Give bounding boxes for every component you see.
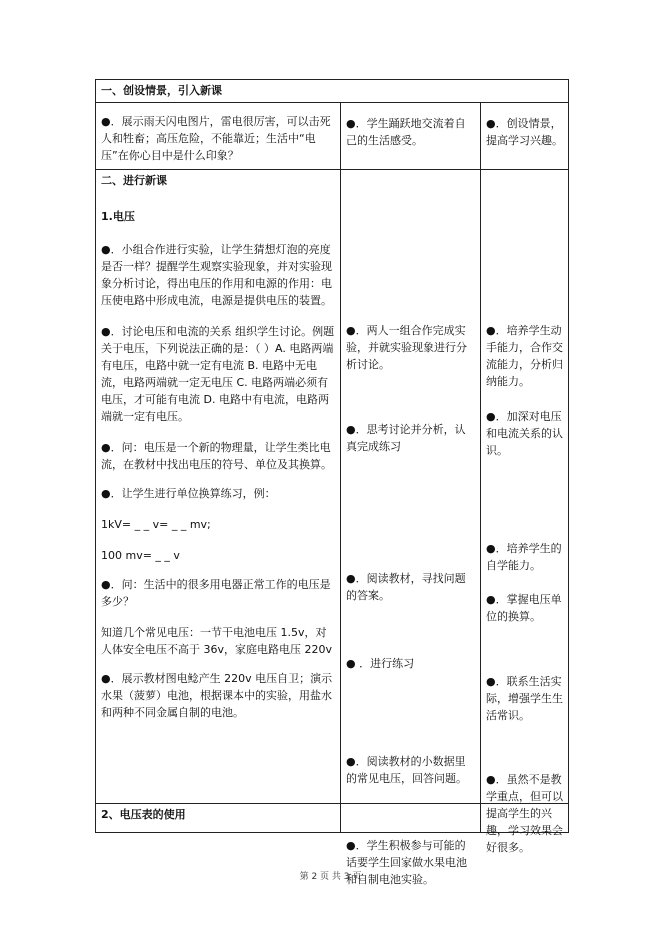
teacher-activity-text: 知道几个常见电压：一节干电池电压 1.5v，对人体安全电压不高于 36v，家庭电路电压 220v: [101, 626, 333, 656]
section-heading: 2、电压表的使用: [101, 808, 186, 821]
exercise-line: 100 mv= _ _ v: [101, 549, 180, 562]
section-header-row: [96, 80, 568, 102]
section-heading: 二、进行新课: [101, 174, 167, 187]
student-activity-cell: [341, 170, 481, 886]
design-intent-text: ●．培养学生的自学能力。: [486, 542, 562, 572]
design-intent-cell: [481, 804, 568, 832]
page-footer: 第 2 页 共 3 页: [299, 872, 362, 882]
design-intent-text: ●．联系生活实际，增强学生生活常识。: [486, 675, 563, 722]
student-activity-cell: [341, 103, 481, 169]
teacher-activity-cell: [96, 103, 341, 169]
teacher-activity-text: ●．展示雨天闪电图片，雷电很厉害，可以击死人和牲畜；高压危险，不能靠近；生活中“电压”在你心目中是什么印象？: [101, 115, 331, 162]
student-activity-text: ●．两人一组合作完成实验，并就实验现象进行分析讨论。: [346, 324, 467, 371]
teacher-activity-text: ●．展示教材图电鲶产生 220v 电压自卫；演示水果（菠萝）电池，根据课本中的实验，用盐水和两种不同金属自制的电池。: [101, 672, 333, 719]
teacher-activity-text: ●．问：电压是一个新的物理量，让学生类比电流，在教材中找出电压的符号、单位及其换算。: [101, 441, 332, 471]
teacher-activity-text: ●．小组合作进行实验，让学生猜想灯泡的亮度是否一样？提醒学生观察实验现象，并对实验现象分析讨论，得出电压的作用和电源的作用：电压使电路中形成电流，电源是提供电压的装置。: [101, 243, 332, 307]
teacher-activity-text: ●．讨论电压和电流的关系 组织学生讨论。例题 关于电压，下列说法正确的是：（ ）A. 电路两端有电压，电路中就一定有电流 B. 电路中无电流，电路两端就一定无电压 C. 电路两端必须有电压，才可能有电流 D. 电路中有电流，电路两端就一定有电压。: [101, 325, 335, 423]
design-intent-text: ●．培养学生动手能力，合作交流能力，分析归纳能力。: [486, 324, 563, 388]
exercise-line: 1kV= _ _ v= _ _ mv;: [101, 518, 211, 531]
design-intent-text: ●．掌握电压单位的换算。: [486, 593, 562, 623]
student-activity-cell: [341, 804, 481, 832]
design-intent-text: ●．创设情景，提高学习兴趣。: [486, 117, 563, 147]
student-activity-text: ●．学生积极参与可能的话要学生回家做水果电池和自制电池实验。: [346, 839, 467, 886]
teacher-activity-text: ●．问：生活中的很多用电器正常工作的电压是多少？: [101, 578, 331, 608]
table-row: [96, 803, 568, 832]
student-activity-text: ●．学生踊跃地交流着自己的生活感受。: [346, 117, 466, 147]
teacher-activity-cell: [96, 170, 341, 803]
table-row: [96, 102, 568, 169]
teacher-activity-text: ●．让学生进行单位换算练习，例：: [101, 487, 276, 500]
sub-heading: 1.电压: [101, 210, 135, 223]
design-intent-cell: [481, 170, 568, 854]
student-activity-text: ●．阅读教材的小数据里的常见电压，回答问题。: [346, 755, 467, 785]
design-intent-text: ●．虽然不是教学重点，但可以提高学生的兴趣，学习效果会好很多。: [486, 773, 563, 854]
student-activity-text: ●．阅读教材，寻找问题的答案。: [346, 572, 466, 602]
design-intent-text: ●．加深对电压和电流关系的认识。: [486, 410, 563, 457]
section-heading: 一、创设情景，引入新课: [101, 84, 222, 97]
teacher-activity-cell: [96, 804, 341, 832]
design-intent-cell: [481, 103, 568, 169]
student-activity-text: ●．思考讨论并分析，认真完成练习: [346, 423, 466, 453]
student-activity-text: ● ．进行练习: [346, 657, 415, 670]
